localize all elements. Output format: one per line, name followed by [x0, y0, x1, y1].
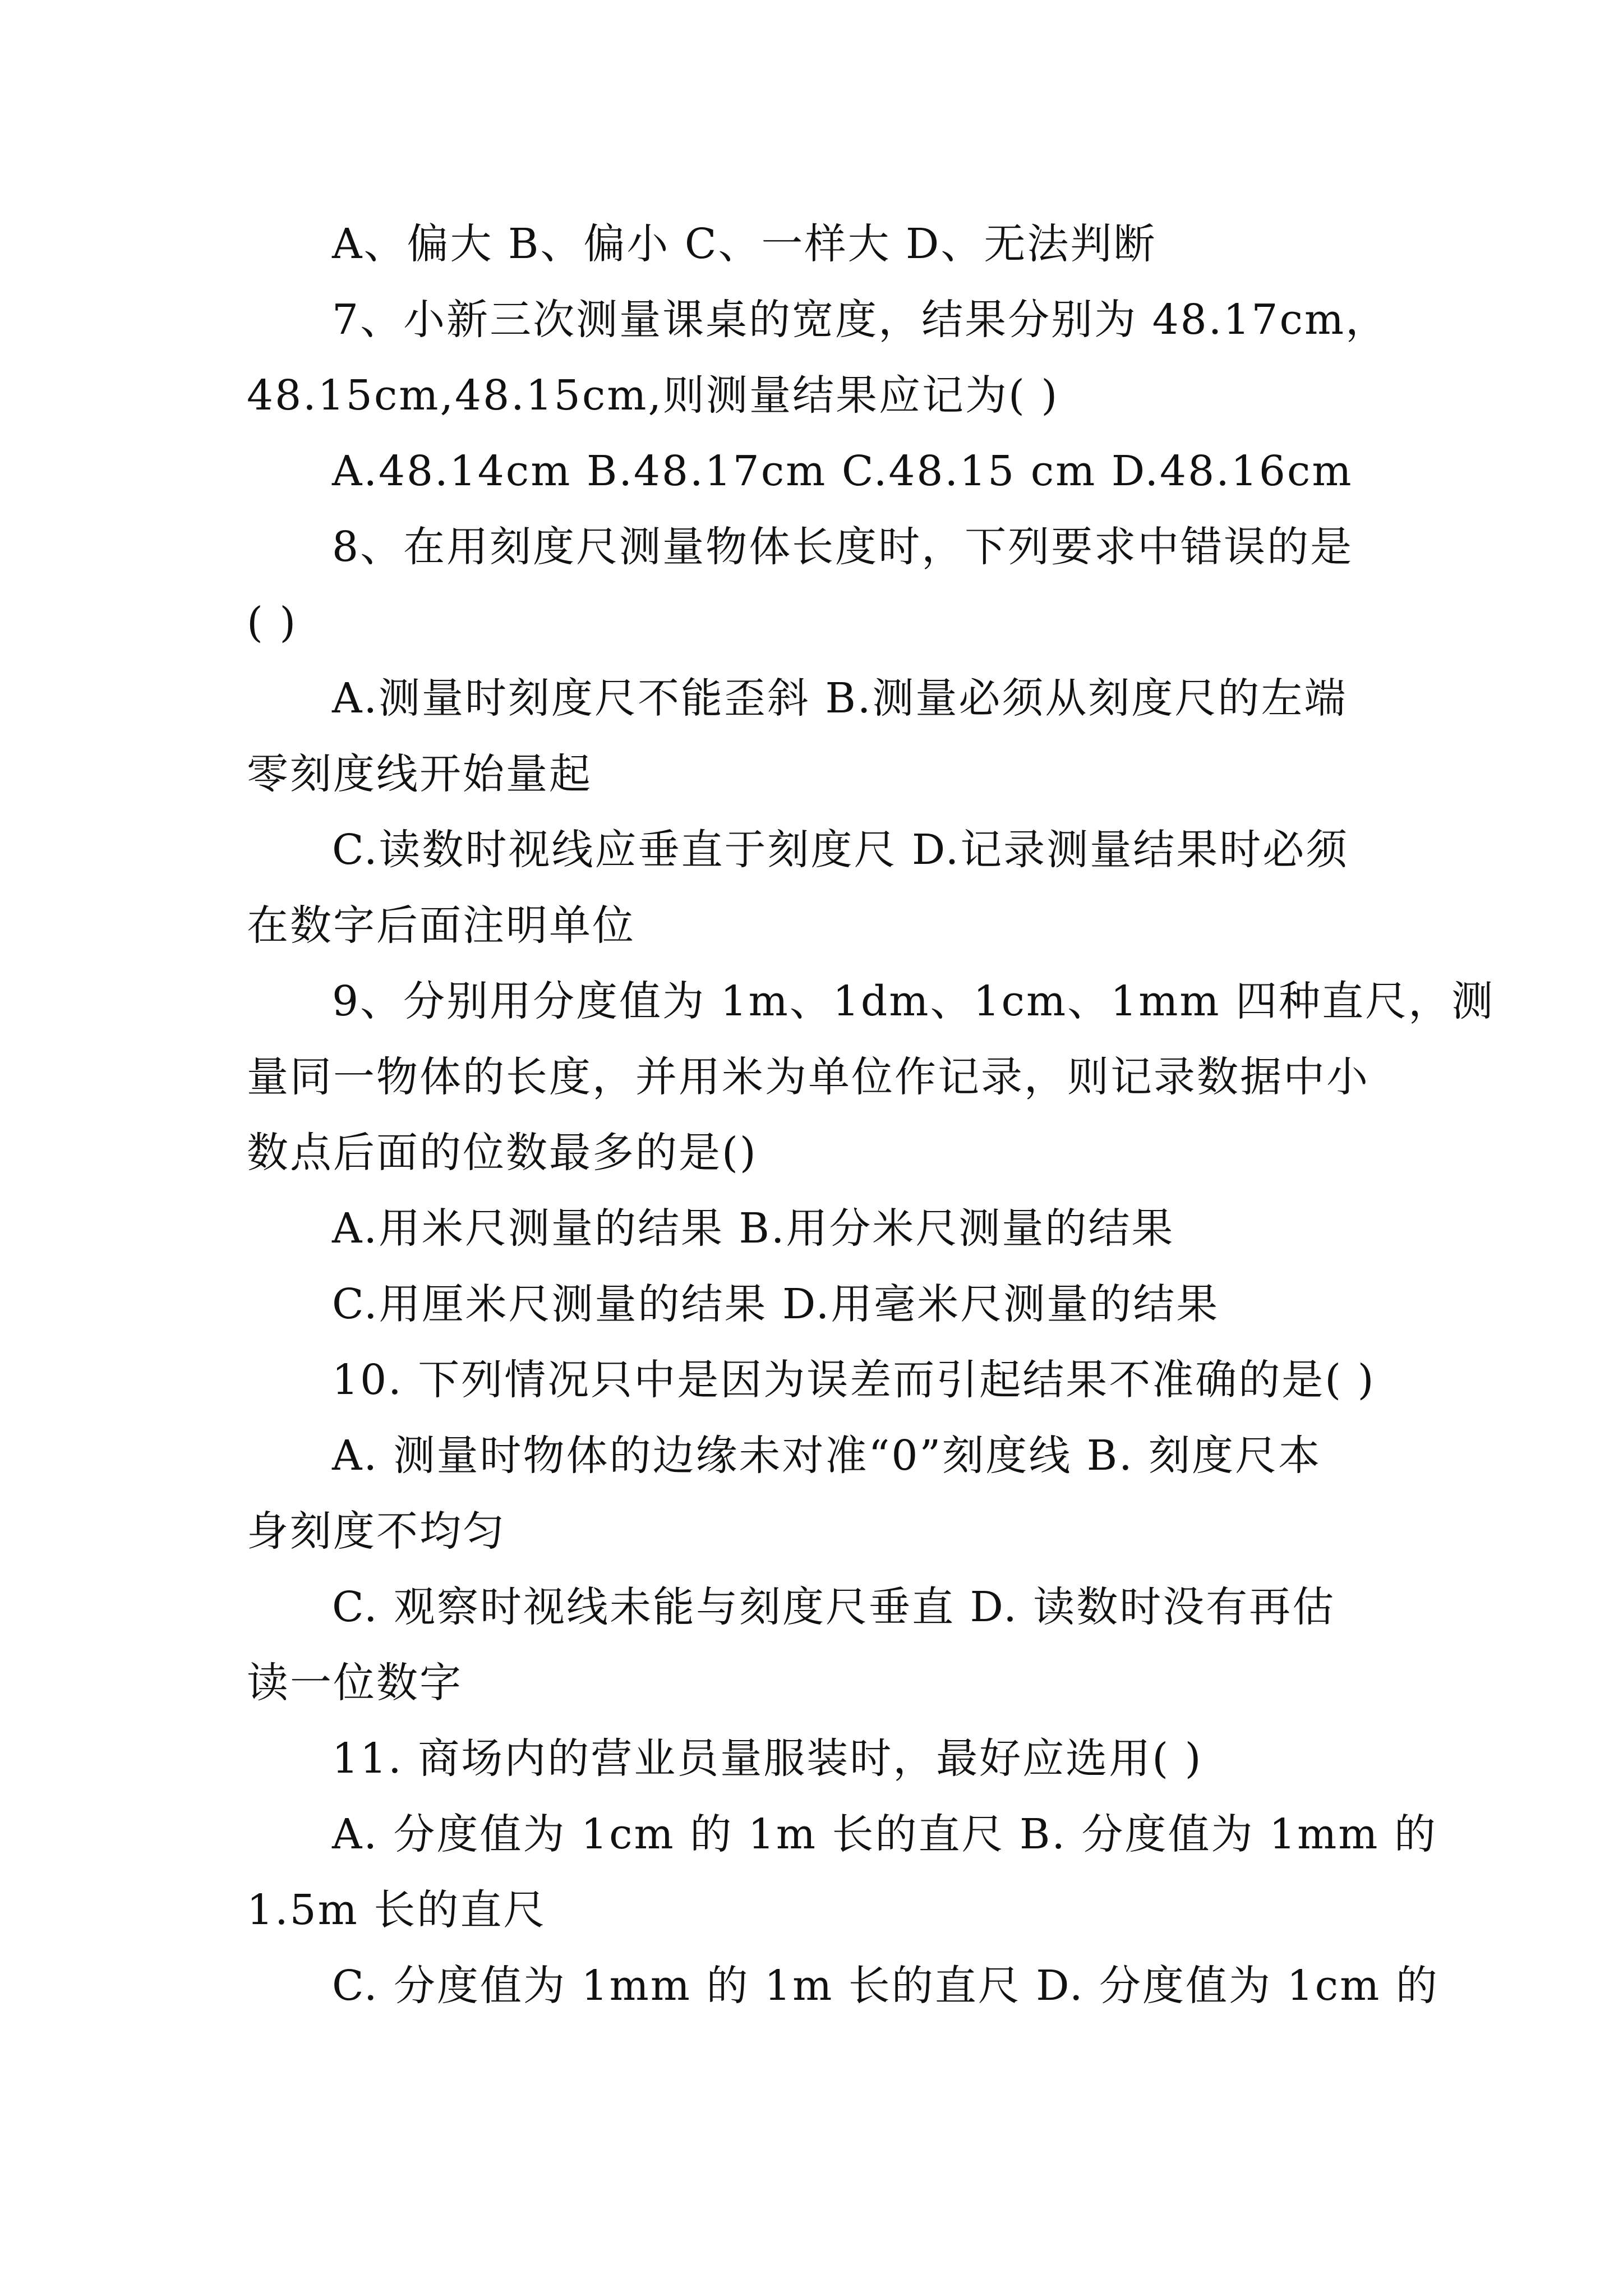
text-line: 零刻度线开始量起 [247, 750, 592, 798]
text-line: 48.15cm,48.15cm,则测量结果应记为( ) [247, 371, 1059, 420]
text-line: 1.5m 长的直尺 [247, 1886, 547, 1934]
text-line: C.用厘米尺测量的结果 D.用毫米尺测量的结果 [332, 1280, 1220, 1328]
text-line: C. 分度值为 1mm 的 1m 长的直尺 D. 分度值为 1cm 的 [332, 1962, 1439, 2010]
text-line: 10. 下列情况只中是因为误差而引起结果不准确的是( ) [332, 1356, 1376, 1404]
text-line: A、偏大 B、偏小 C、一样大 D、无法判断 [332, 220, 1157, 268]
text-line: 在数字后面注明单位 [247, 901, 635, 950]
text-line: 11. 商场内的营业员量服装时，最好应选用( ) [332, 1734, 1203, 1783]
text-line: 7、小新三次测量课桌的宽度，结果分别为 48.17cm， [332, 296, 1389, 344]
text-line: A.测量时刻度尺不能歪斜 B.测量必须从刻度尺的左端 [332, 674, 1348, 723]
text-line: C.读数时视线应垂直于刻度尺 D.记录测量结果时必须 [332, 826, 1349, 874]
text-line: A. 分度值为 1cm 的 1m 长的直尺 B. 分度值为 1mm 的 [332, 1810, 1437, 1858]
text-line: A. 测量时物体的边缘未对准“0”刻度线 B. 刻度尺本 [332, 1432, 1322, 1480]
text-line: A.用米尺测量的结果 B.用分米尺测量的结果 [332, 1204, 1175, 1253]
text-line: A.48.14cm B.48.17cm C.48.15 cm D.48.16cm [332, 447, 1353, 495]
text-line: ( ) [247, 599, 298, 647]
text-line: 8、在用刻度尺测量物体长度时，下列要求中错误的是 [332, 523, 1354, 571]
text-line: 读一位数字 [247, 1659, 463, 1707]
text-line: C. 观察时视线未能与刻度尺垂直 D. 读数时没有再估 [332, 1583, 1336, 1631]
text-line: 数点后面的位数最多的是() [247, 1129, 758, 1177]
text-line: 9、分别用分度值为 1m、1dm、1cm、1mm 四种直尺，测 [332, 977, 1495, 1025]
text-line: 量同一物体的长度，并用米为单位作记录，则记录数据中小 [247, 1053, 1370, 1101]
text-line: 身刻度不均匀 [247, 1507, 506, 1556]
